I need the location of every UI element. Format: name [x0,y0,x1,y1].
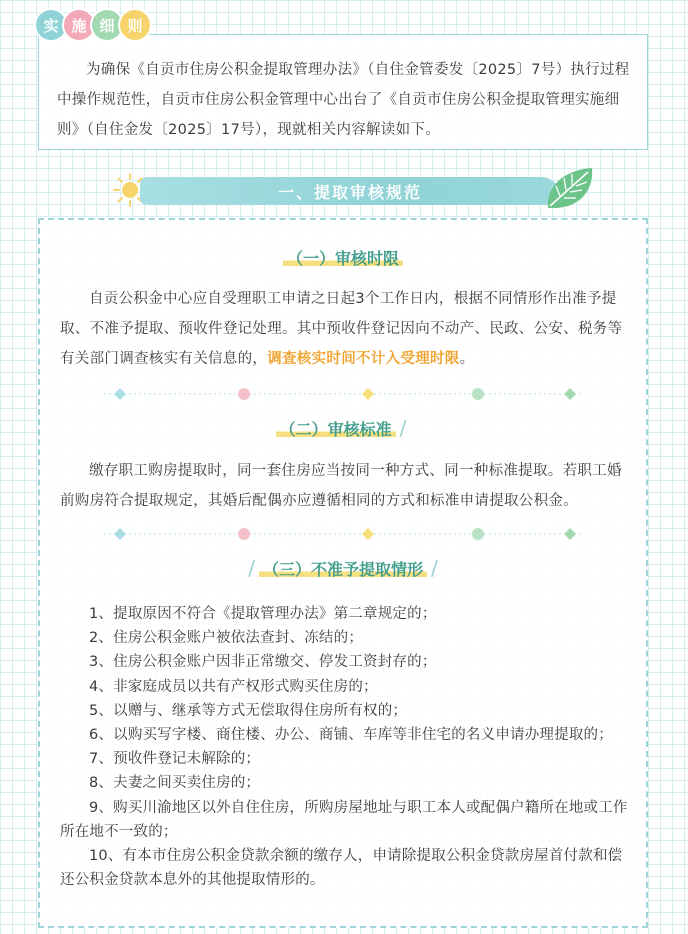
content-box [38,218,648,928]
slash-decoration-right: / [431,556,438,580]
sub2-text: 缴存职工购房提取时，同一套住房应当按同一种方式、同一种标准提取。若职工婚前购房符合提取规定，其婚后配偶亦应遵循相同的方式和标准申请提取公积金。 [60,463,622,509]
list-item: 8、夫妻之间买卖住房的； [89,775,261,792]
slash-decoration-left: / [248,556,255,580]
subsection-title-1 [40,246,646,269]
list-item: 9、购买川渝地区以外自住住房，所购房屋地址与职工本人或配偶户籍所在地或工作所在地不一致的； [60,799,628,840]
section-banner [112,170,598,210]
list-item: 4、非家庭成员以共有产权形式购买住房的； [89,678,378,695]
list-item: 6、以购买写字楼、商住楼、办公、商铺、车库等非住宅的名义申请办理提取的； [89,727,613,744]
sub1-text-after: 。 [459,351,475,367]
badge-char-1: 实 [36,10,66,40]
list-item: 10、有本市住房公积金贷款余额的缴存人，申请除提取公积金贷款房屋首付款和偿还公积金贷款本息外的其他提取情形的。 [60,848,623,889]
badge-char-4: 则 [120,10,150,40]
intro-box [38,34,648,150]
dotted-divider-1 [104,386,584,402]
subsection-1-paragraph [60,284,634,374]
title-badges [36,10,148,40]
subsection-title-2-text: （二）审核标准 [276,417,396,440]
list-item: 2、住房公积金账户被依法查封、冻结的； [89,630,364,647]
leaf-icon [542,164,598,216]
section-title: 一、提取审核规范 [140,177,560,205]
subsection-title-2 [40,416,646,440]
subsection-title-3 [40,556,646,580]
subsection-title-3-text: （三）不准予提取情形 [259,557,427,580]
intro-text: 为确保《自贡市住房公积金提取管理办法》（自住金管委发〔2025〕7号）执行过程中操作规范性，自贡市住房公积金管理中心出台了《自贡市住房公积金提取管理实施细则》（自住金发〔2025〕17号），现就相关内容解读如下。 [57,62,630,138]
subsection-title-1-text: （一）审核时限 [283,246,403,269]
list-item: 7、预收件登记未解除的； [89,751,261,768]
list-item: 1、提取原因不符合《提取管理办法》第二章规定的； [89,606,437,622]
list-item: 5、以赠与、继承等方式无偿取得住房所有权的； [89,702,408,719]
sub1-highlight: 调查核实时间不计入受理时限 [267,351,460,367]
list-item: 3、住房公积金账户因非正常缴交、停发工资封存的； [89,654,437,671]
badge-char-2: 施 [64,10,94,40]
dotted-divider-2 [104,526,584,542]
slash-decoration: / [399,416,407,440]
refusal-list [60,602,634,892]
badge-char-3: 细 [92,10,122,40]
subsection-2-paragraph [60,456,634,516]
sub1-text-before: 自贡公积金中心应自受理职工申请之日起3个工作日内，根据不同情形作出准予提取、不准予提取、预收件登记处理。其中预收件登记因向不动产、民政、公安、税务等有关部门调查核实有关信息的， [60,291,623,367]
